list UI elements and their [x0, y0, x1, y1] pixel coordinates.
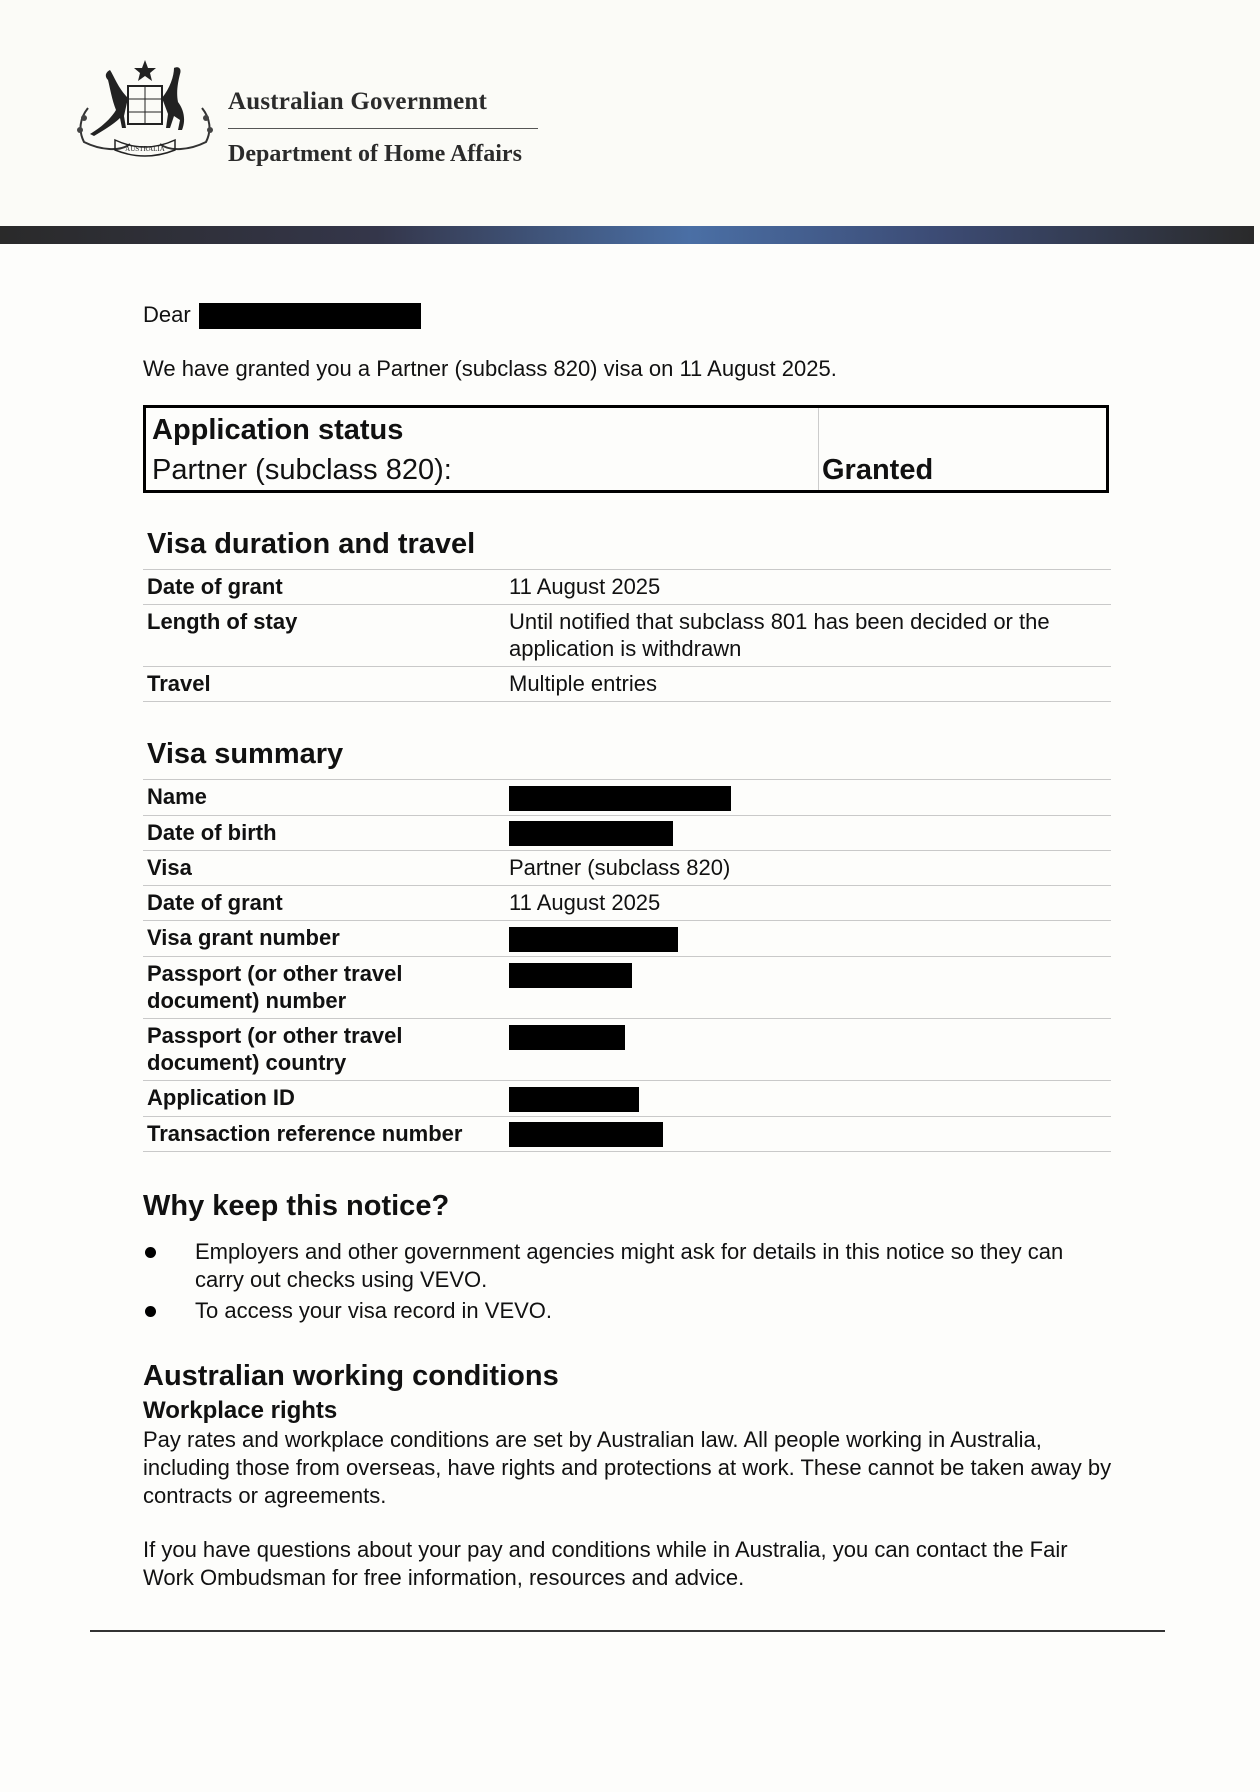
redacted-value [509, 1122, 663, 1147]
summary-key: Passport (or other travel document) number [143, 957, 501, 1019]
government-name: Australian Government [228, 88, 488, 115]
table-row [143, 957, 1111, 1019]
summary-table [143, 779, 1111, 1152]
redacted-value [509, 821, 673, 846]
salutation [143, 302, 421, 329]
crest-scroll-text: AUSTRALIA [125, 145, 165, 153]
table-row [143, 815, 1111, 851]
duration-key: Date of grant [143, 570, 501, 605]
redacted-value [509, 963, 632, 988]
duration-key: Length of stay [143, 605, 501, 667]
keep-notice-list [143, 1238, 1103, 1328]
summary-value: Partner (subclass 820) [501, 851, 1111, 886]
application-status-box [143, 405, 1109, 493]
letterhead [0, 0, 1260, 242]
summary-key: Visa grant number [143, 921, 501, 957]
salutation-text: Dear [143, 302, 191, 327]
status-box-divider [818, 408, 819, 490]
summary-key: Transaction reference number [143, 1116, 501, 1152]
duration-value: Multiple entries [501, 667, 1111, 702]
footer-divider [90, 1630, 1165, 1632]
list-item: Employers and other government agencies might ask for details in this notice so they can carry out checks using VEVO. [143, 1238, 1103, 1294]
coat-of-arms-icon [70, 58, 220, 168]
duration-table [143, 569, 1111, 702]
working-conditions-heading: Australian working conditions [143, 1360, 559, 1392]
duration-heading: Visa duration and travel [147, 528, 476, 560]
status-title: Application status [152, 414, 404, 446]
list-item: To access your visa record in VEVO. [143, 1297, 1103, 1325]
summary-key: Application ID [143, 1081, 501, 1117]
table-row [143, 570, 1111, 605]
table-row [143, 851, 1111, 886]
table-row [143, 886, 1111, 921]
table-row [143, 921, 1111, 957]
status-value: Granted [822, 454, 934, 486]
status-label: Partner (subclass 820): [152, 454, 452, 486]
redacted-value [509, 927, 678, 952]
redacted-value [509, 786, 731, 811]
grant-intro: We have granted you a Partner (subclass 820) visa on 11 August 2025. [143, 356, 837, 381]
department-name: Department of Home Affairs [228, 141, 522, 167]
fair-work-paragraph: If you have questions about your pay and conditions while in Australia, you can contact the Fair Work Ombudsman for free information, resources and advice. [143, 1537, 1068, 1590]
summary-key: Visa [143, 851, 501, 886]
workplace-rights-subheading: Workplace rights [143, 1397, 338, 1424]
workplace-rights-paragraph: Pay rates and workplace conditions are set by Australian law. All people working in Australia, including those from overseas, have rights and protections at work. These cannot be taken away by contracts or agreements. [143, 1427, 1112, 1508]
table-row [143, 1116, 1111, 1152]
table-row [143, 780, 1111, 816]
table-row [143, 1081, 1111, 1117]
summary-key: Date of birth [143, 815, 501, 851]
redacted-value [509, 1025, 625, 1050]
redacted-value [509, 1087, 639, 1112]
letterhead-divider [228, 128, 538, 129]
summary-key: Date of grant [143, 886, 501, 921]
table-row [143, 1019, 1111, 1081]
duration-value: Until notified that subclass 801 has been decided or the application is withdrawn [501, 605, 1111, 667]
keep-notice-heading: Why keep this notice? [143, 1190, 450, 1222]
redacted-recipient-name [199, 303, 421, 329]
duration-value: 11 August 2025 [501, 570, 1111, 605]
table-row [143, 605, 1111, 667]
summary-heading: Visa summary [147, 738, 344, 770]
summary-key: Name [143, 780, 501, 816]
duration-key: Travel [143, 667, 501, 702]
header-band [0, 226, 1254, 244]
summary-value: 11 August 2025 [501, 886, 1111, 921]
table-row [143, 667, 1111, 702]
summary-key: Passport (or other travel document) country [143, 1019, 501, 1081]
